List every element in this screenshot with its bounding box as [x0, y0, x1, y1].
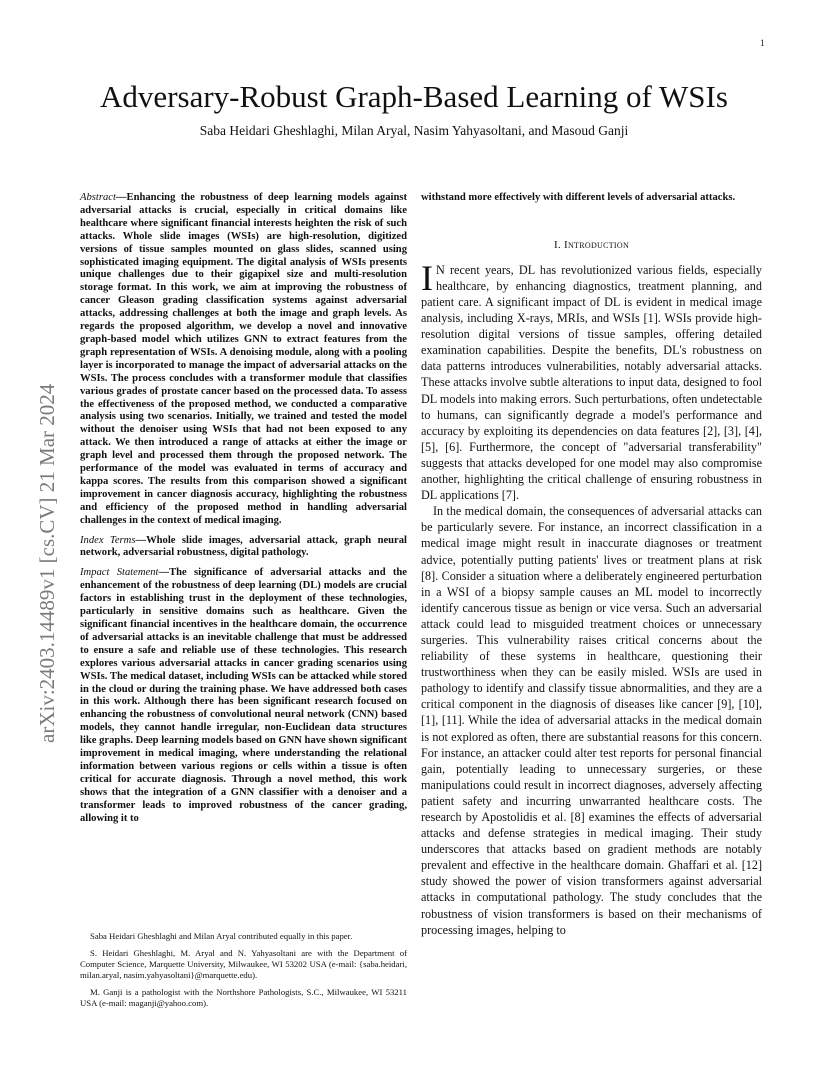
section-number: I.	[553, 238, 565, 251]
arxiv-identifier: arXiv:2403.14489v1 [cs.CV] 21 Mar 2024	[35, 383, 59, 743]
footnotes	[80, 931, 407, 1015]
index-terms-label: Index Terms	[80, 534, 136, 546]
right-column	[421, 192, 762, 938]
index-terms-text: —Whole slide images, adversarial attack, graph neural network, adversarial robustness, digital pathology.	[80, 534, 407, 559]
abstract	[80, 192, 407, 528]
abstract-text: —Enhancing the robustness of deep learning models against adversarial attacks is crucial, especially in critical domains like healthcare where significant financial interests heighten the risk of such attacks. Whole slide images (WSIs) are high-resolution, digitized versions of tissue samples mounted on glass slides, scanned using sophisticated imaging equipment. The digital analysis of WSIs presents unique challenges due to their gigapixel size and multi-resolution storage format. In this work, we aim at improving the robustness of cancer Gleason grading classification systems against adversarial attacks, addressing challenges at both the image and graph levels. As regards the proposed algorithm, we develop a novel and innovative graph-based model which utilizes GNN to extract features from the graph representation of WSIs. A denoising module, along with a pooling layer is incorporated to manage the impact of adversarial attacks on the WSIs. The process concludes with a transformer module that classifies various grades of prostate cancer based on the processed data. To assess the effectiveness of the proposed method, we conducted a comparative analysis using two scenarios. Initially, we trained and tested the model without the denoiser using WSIs that had not been exposed to any attack. We then introduced a range of attacks at either the image or graph level and processed them through the proposed network. The performance of the model was evaluated in terms of accuracy and kappa scores. The results from this comparison showed a significant improvement in cancer diagnosis accuracy, highlighting the robustness and efficiency of the proposed method in handling adversarial challenges in the context of medical imaging.	[80, 192, 407, 526]
section-heading-introduction	[421, 239, 762, 252]
footnote-affiliation-northshore: M. Ganji is a pathologist with the Northshore Pathologists, S.C., Milwaukee, WI 53211 USA (e-mail: maganji@yahoo.com).	[80, 987, 407, 1008]
intro-paragraph-1	[421, 257, 762, 503]
impact-statement	[80, 567, 407, 825]
abstract-label: Abstract	[80, 192, 116, 203]
drop-cap: I	[421, 257, 433, 298]
impact-statement-text: —The significance of adversarial attacks and the enhancement of the robustness of deep learning (DL) models are crucial factors in establishing trust in the deployment of these technologies, particularly in sensitive domains such as healthcare. Given the significant financial incentives in the healthcare domain, the occurrence of adversarial attacks is an inevitable challenge that must be addressed to ensure a safe and reliable use of these technologies. This research explores various adversarial attacks in cancer grading scenarios using WSIs. The medical dataset, including WSIs can be attacked while stored in the cloud or during the training phase. We have addressed both cases in this work. Although there has been significant research focused on enhancing the robustness of convolutional neural network (CNN) based models, they cannot handle irregular, non-Euclidean data structures like graphs. Deep learning models based on GNN have shown significant improvement in medical imaging, where understanding the relational information between various regions or cells within a tissue is often critical for accurate diagnosis. Through a novel method, this work shows that the integration of a GNN classifier with a denoiser and a transformer leads to improved robustness of the cancer grading, allowing it to	[80, 567, 407, 824]
page-number: 1	[760, 38, 765, 48]
index-terms	[80, 535, 407, 561]
intro-paragraph-1-text: N recent years, DL has revolutionized various fields, especially healthcare, by enhancing diagnostics, treatment planning, and patient care. A significant impact of DL is evident in medical image analysis, including X-rays, MRIs, and WSIs [1]. WSIs provide high-resolution digital versions of tissue samples, offering detailed examination capabilities. Despite the benefits, DL's robustness on data patterns introduces vulnerabilities, notably adversarial attacks. These attacks involve subtle alterations to input data, designed to fool DL models into making errors. Such perturbations, often undetectable to humans, can significantly degrade a model's performance and accuracy by exploiting its dependencies on data features [2], [3], [4], [5], [6]. Furthermore, the concept of "adversarial transferability" suggests that attacks developed for one model may also compromise another, highlighting the critical challenge of ensuring robustness in DL applications [7].	[421, 262, 762, 503]
intro-paragraph-2: In the medical domain, the consequences of adversarial attacks can be particularly severe. For instance, an incorrect classification in a medical image might result in inaccurate diagnoses or treatment advice, potentially putting patients' lives or treatment plans at risk [8]. Consider a situation where a deliberately engineered perturbation in a WSI of a biopsy sample causes an ML model to incorrectly identify cancerous tissue as benign or vice versa. Such an adversarial attack could lead to misguided treatment choices or unnecessary surgeries. This vulnerability raises critical concerns about the reliability of these systems in healthcare, questioning their trustworthiness when they can be easily misled. WSIs are used in pathology to identify and classify tissue abnormalities, and they are a critical component in the diagnosis of diseases like cancer [9], [10], [1], [11]. While the idea of adversarial attacks in the medical domain is not explored as often, there are substantial reasons for this concern. For instance, an attacker could alter test reports for personal financial gain, potentially leading to unnecessary surgeries, or these manipulations could result in incorrect diagnoses, adversely affecting patient safety and incurring unwarranted healthcare costs. The research by Apostolidis et al. [8] examines the effects of adversarial attacks and defense strategies in medical imaging. Their study underscores that attacks based on gradient methods are notably prevalent and effective in the healthcare domain. Ghaffari et al. [12] study showed the power of vision transformers against adversarial attacks in computational pathology. The study concludes that the robustness of vision transformers is based on their mechanisms of processing images, helping to	[421, 504, 762, 937]
author-list: Saba Heidari Gheshlaghi, Milan Aryal, Nasim Yahyasoltani, and Masoud Ganji	[199, 123, 629, 138]
section-title: Introduction	[564, 238, 630, 251]
left-column	[80, 192, 407, 833]
footnote-affiliation-marquette: S. Heidari Gheshlaghi, M. Aryal and N. Yahyasoltani are with the Department of Computer Science, Marquette University, Milwaukee, WI 53202 USA (e-mail: {saba.heidari, milan.aryal, nasim.yahyasoltani}@marquette.edu).	[80, 948, 407, 980]
introduction-body	[421, 257, 762, 938]
footnote-contribution: Saba Heidari Gheshlaghi and Milan Aryal contributed equally in this paper.	[90, 931, 353, 941]
impact-statement-continuation: withstand more effectively with different levels of adversarial attacks.	[421, 192, 736, 203]
impact-statement-label: Impact Statement	[80, 567, 159, 579]
paper-title: Adversary-Robust Graph-Based Learning of WSIs	[100, 79, 728, 114]
